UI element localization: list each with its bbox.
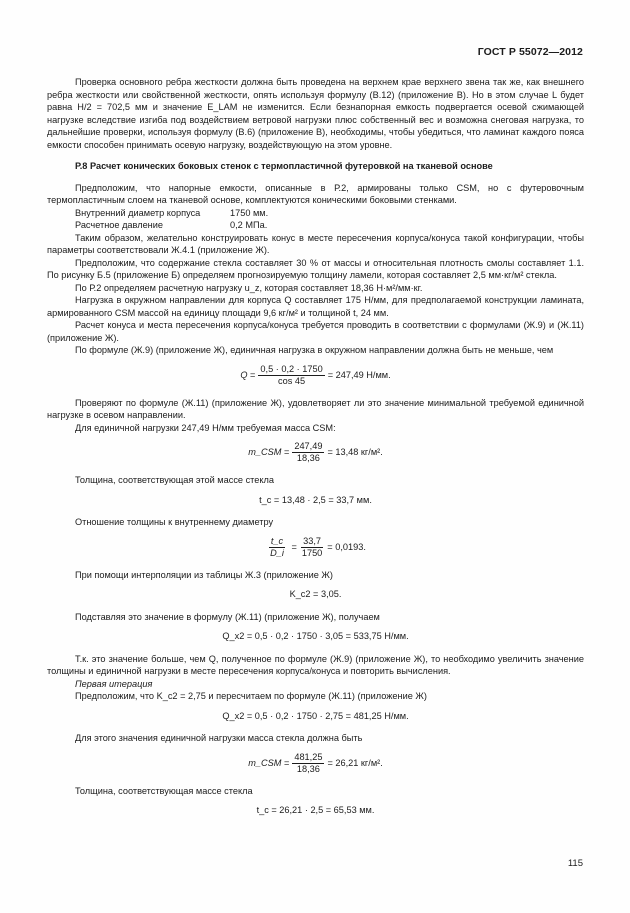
paragraph: Предположим, что K_c2 = 2,75 и пересчитаем по формуле (Ж.11) (приложение Ж) bbox=[75, 691, 427, 701]
denominator: 18,36 bbox=[296, 453, 320, 463]
formula-qx2-iter bbox=[47, 710, 584, 723]
paragraph: Для этого значения единичной нагрузки масса стекла должна быть bbox=[75, 733, 363, 743]
formula-text: Q_x2 = 0,5 · 0,2 · 1750 · 2,75 = 481,25 Н/мм. bbox=[222, 710, 409, 721]
numerator: 33,7 bbox=[303, 535, 322, 546]
formula-rhs: = 0,0193. bbox=[327, 541, 366, 552]
formula-rhs: = 26,21 кг/м². bbox=[327, 757, 383, 768]
numerator: 247,49 bbox=[294, 441, 323, 451]
param-value: 0,2 МПа. bbox=[230, 220, 268, 230]
fraction bbox=[292, 752, 324, 775]
paragraph: Для единичной нагрузки 247,49 Н/мм требуемая масса CSM: bbox=[75, 422, 336, 433]
formula-text: Q_x2 = 0,5 · 0,2 · 1750 · 3,05 = 533,75 Н/мм. bbox=[222, 631, 409, 641]
param-label: Внутренний диаметр корпуса bbox=[75, 207, 201, 218]
formula-lhs: m_CSM bbox=[248, 447, 282, 458]
paragraph: Предположим, что напорные емкости, описанные в Р.2, армированы только CSM, но с футеровочным термопластичным слоем на тканевой основе, комплектуются коническими боковыми стенками. bbox=[47, 182, 584, 205]
numerator: 481,25 bbox=[294, 751, 323, 762]
iteration-title: Первая итерация bbox=[75, 678, 153, 689]
fraction bbox=[268, 536, 286, 559]
formula-rhs: = 247,49 Н/мм. bbox=[327, 369, 391, 380]
formula-thickness bbox=[47, 494, 584, 507]
paragraph: Таким образом, желательно конструировать конус в месте пересечения корпуса/конуса такой конфигурации, чтобы параметры соответствовали Ж.4.1 (приложение Ж). bbox=[47, 232, 584, 255]
formula-text: t_c = 26,21 · 2,5 = 65,53 мм. bbox=[256, 805, 375, 815]
page-content bbox=[47, 76, 584, 827]
formula-mcsm: m_CSM = $\frac{247,49}{18,36}$ = 13,48 кг/м². bbox=[248, 441, 383, 463]
paragraph: Предположим, что содержание стекла составляет 30 % от массы и относительная плотность смолы составляет 1.1. По рисунку Б.5 (приложение Б) определяем прогнозируемую толщину ламели, которая составляет 2,5 мм·кг/м² стекла. bbox=[47, 257, 584, 280]
formula-ratio: $\frac{t\_c}{D\_i}$ = $\frac{33,7}{1750}$ = 0,0193. bbox=[270, 535, 366, 558]
paragraph: Подставляя это значение в формулу (Ж.11) (приложение Ж), получаем bbox=[75, 611, 380, 622]
document-page bbox=[47, 0, 584, 913]
paragraph: Толщина, соответствующая массе стекла bbox=[75, 785, 253, 796]
numerator: t_c bbox=[270, 535, 284, 546]
formula-thickness-iter bbox=[47, 804, 584, 817]
fraction bbox=[292, 441, 324, 464]
param-value: 1750 мм. bbox=[230, 207, 269, 218]
fraction bbox=[300, 536, 324, 559]
document-header: ГОСТ Р 55072—2012 bbox=[477, 46, 583, 58]
paragraph: Нагрузка в окружном направлении для корпуса Q составляет 175 Н/мм, для предполагаемой конструкции ламината, армированного CSM массой на единицу площади 9,6 кг/м² и толщиной t, 24 мм. bbox=[47, 295, 584, 318]
param-label: Расчетное давление bbox=[75, 220, 163, 230]
paragraph: Отношение толщины к внутреннему диаметру bbox=[75, 517, 274, 527]
section-title: Р.8 Расчет конических боковых стенок с термопластичной футеровкой на тканевой основе bbox=[75, 161, 493, 171]
paragraph: Т.к. это значение больше, чем Q, полученное по формуле (Ж.9) (приложение Ж), то необходимо увеличить значение толщины и единичной нагрузки в месте пересечения корпуса/конуса и повторить вычисления. bbox=[47, 653, 584, 676]
numerator: 0,5 · 0,2 · 1750 bbox=[260, 363, 323, 374]
formula-mcsm-iter: m_CSM = $\frac{481,25}{18,36}$ = 26,21 кг/м². bbox=[248, 751, 383, 774]
formula-text: K_c2 = 3,05. bbox=[289, 589, 342, 599]
formula-q: Q = $\frac{0,5 \cdot 0,2 \cdot 1750}{\cos 45}$ = 247,49 Н/мм. bbox=[240, 363, 391, 386]
paragraph: При помощи интерполяции из таблицы Ж.3 (приложение Ж) bbox=[75, 569, 333, 580]
denominator: 1750 bbox=[301, 547, 323, 558]
formula-text: t_c = 13,48 · 2,5 = 33,7 мм. bbox=[259, 494, 372, 505]
param-row bbox=[47, 207, 584, 220]
page-number: 115 bbox=[567, 858, 583, 869]
paragraph: Толщина, соответствующая этой массе стекла bbox=[75, 475, 274, 485]
paragraph: По формуле (Ж.9) (приложение Ж), единичная нагрузка в окружном направлении должна быть не меньше, чем bbox=[75, 345, 554, 355]
denominator: cos 45 bbox=[278, 375, 306, 386]
formula-qx2 bbox=[47, 630, 584, 643]
formula-rhs: = 13,48 кг/м². bbox=[327, 447, 383, 458]
denominator: D_i bbox=[270, 547, 284, 558]
denominator: 18,36 bbox=[296, 763, 320, 774]
formula-lhs: Q bbox=[240, 369, 248, 380]
fraction bbox=[258, 364, 324, 387]
formula-lhs: m_CSM bbox=[248, 757, 282, 768]
param-row bbox=[47, 219, 584, 232]
paragraph: По Р.2 определяем расчетную нагрузку u_z, которая составляет 18,36 Н·м²/мм·кг. bbox=[75, 282, 423, 293]
paragraph: Проверяют по формуле (Ж.11) (приложение Ж), удовлетворяет ли это значение минимальной требуемой единичной нагрузке в осевом направлении. bbox=[47, 397, 584, 420]
paragraph: Проверка основного ребра жесткости должна быть проведена на верхнем крае верхнего звена так же, как внешнего ребра жесткости или свойственной жесткости, опять используя формулу (В.12) (приложение В). Но в этом случае L будет равна H/2 = 702,5 мм и значение E_LAM не изменится. Если безнапорная емкость подвергается осевой сжимающей нагрузке вследствие изгиба под воздействием ветровой нагрузки плюс собственный вес и возможна снеговая нагрузка, то дальнейшие проверки, используя формулу (В.6) (приложение В), необходимы, чтобы убедиться, что ламинат каждого пояса емкости способен принимать осевую нагрузку, воздействующую на этом уровне. bbox=[47, 77, 584, 150]
formula-kc2 bbox=[47, 588, 584, 601]
paragraph: Расчет конуса и места пересечения корпуса/конуса требуется проводить в соответствии с формулами (Ж.9) и (Ж.11) (приложение Ж). bbox=[47, 320, 584, 343]
